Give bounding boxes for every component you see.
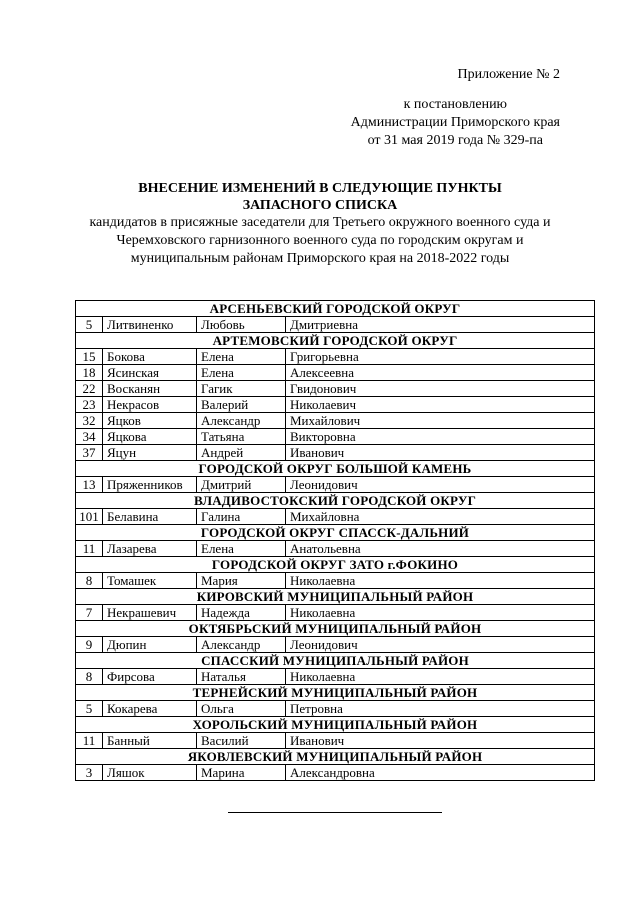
patronymic-cell: Анатольевна	[286, 541, 595, 557]
given-name-cell: Елена	[197, 365, 286, 381]
table-row	[76, 397, 595, 413]
heading-title-line1: ВНЕСЕНИЕ ИЗМЕНЕНИЙ В СЛЕДУЮЩИЕ ПУНКТЫ	[138, 181, 502, 196]
given-name-cell: Александр	[197, 637, 286, 653]
table-row	[76, 317, 595, 333]
table-row	[76, 509, 595, 525]
surname-cell: Фирсова	[103, 669, 197, 685]
given-name-cell: Александр	[197, 413, 286, 429]
section-header-row	[76, 653, 595, 669]
reserve-list-table	[75, 300, 595, 781]
patronymic-cell: Николаевна	[286, 605, 595, 621]
patronymic-cell: Михайловна	[286, 509, 595, 525]
given-name-cell: Надежда	[197, 605, 286, 621]
surname-cell: Томашек	[103, 573, 197, 589]
table-row	[76, 605, 595, 621]
appendix-block	[351, 66, 560, 150]
surname-cell: Ясинская	[103, 365, 197, 381]
section-title: ЯКОВЛЕВСКИЙ МУНИЦИПАЛЬНЫЙ РАЙОН	[76, 749, 595, 765]
patronymic-cell: Викторовна	[286, 429, 595, 445]
given-name-cell: Наталья	[197, 669, 286, 685]
section-title: КИРОВСКИЙ МУНИЦИПАЛЬНЫЙ РАЙОН	[76, 589, 595, 605]
section-header-row	[76, 589, 595, 605]
table-row	[76, 365, 595, 381]
table-row	[76, 413, 595, 429]
patronymic-cell: Дмитриевна	[286, 317, 595, 333]
row-number-cell: 11	[76, 733, 103, 749]
given-name-cell: Марина	[197, 765, 286, 781]
patronymic-cell: Гвидонович	[286, 381, 595, 397]
row-number-cell: 8	[76, 669, 103, 685]
table-row	[76, 669, 595, 685]
row-number-cell: 9	[76, 637, 103, 653]
section-header-row	[76, 685, 595, 701]
row-number-cell: 18	[76, 365, 103, 381]
section-title: ТЕРНЕЙСКИЙ МУНИЦИПАЛЬНЫЙ РАЙОН	[76, 685, 595, 701]
row-number-cell: 13	[76, 477, 103, 493]
section-title: ХОРОЛЬСКИЙ МУНИЦИПАЛЬНЫЙ РАЙОН	[76, 717, 595, 733]
surname-cell: Яцкова	[103, 429, 197, 445]
given-name-cell: Валерий	[197, 397, 286, 413]
appendix-line-decree: к постановлению	[403, 97, 508, 112]
surname-cell: Литвиненко	[103, 317, 197, 333]
row-number-cell: 15	[76, 349, 103, 365]
given-name-cell: Любовь	[197, 317, 286, 333]
row-number-cell: 22	[76, 381, 103, 397]
row-number-cell: 8	[76, 573, 103, 589]
appendix-line-date: от 31 мая 2019 года № 329-па	[367, 133, 543, 148]
table-row	[76, 381, 595, 397]
surname-cell: Бокова	[103, 349, 197, 365]
table-row	[76, 765, 595, 781]
patronymic-cell: Михайлович	[286, 413, 595, 429]
reserve-list-body	[76, 301, 595, 781]
surname-cell: Лазарева	[103, 541, 197, 557]
row-number-cell: 5	[76, 701, 103, 717]
heading-subtitle-line2: Черемховского гарнизонного военного суда по городским округам и	[116, 233, 524, 248]
surname-cell: Яцун	[103, 445, 197, 461]
appendix-title: Приложение № 2	[457, 67, 560, 82]
appendix-line-administration: Администрации Приморского края	[350, 115, 560, 130]
section-header-row	[76, 717, 595, 733]
row-number-cell: 3	[76, 765, 103, 781]
row-number-cell: 11	[76, 541, 103, 557]
row-number-cell: 23	[76, 397, 103, 413]
patronymic-cell: Иванович	[286, 445, 595, 461]
table-row	[76, 477, 595, 493]
table-row	[76, 701, 595, 717]
section-title: ВЛАДИВОСТОКСКИЙ ГОРОДСКОЙ ОКРУГ	[76, 493, 595, 509]
heading-subtitle-line3: муниципальным районам Приморского края на 2018-2022 годы	[130, 251, 510, 266]
section-header-row	[76, 525, 595, 541]
given-name-cell: Андрей	[197, 445, 286, 461]
given-name-cell: Василий	[197, 733, 286, 749]
given-name-cell: Елена	[197, 541, 286, 557]
table-row	[76, 429, 595, 445]
section-header-row	[76, 333, 595, 349]
table-row	[76, 733, 595, 749]
patronymic-cell: Николаевич	[286, 397, 595, 413]
table-row	[76, 637, 595, 653]
document-heading	[60, 180, 580, 268]
patronymic-cell: Иванович	[286, 733, 595, 749]
given-name-cell: Ольга	[197, 701, 286, 717]
row-number-cell: 7	[76, 605, 103, 621]
surname-cell: Ляшок	[103, 765, 197, 781]
patronymic-cell: Петровна	[286, 701, 595, 717]
heading-subtitle-line1: кандидатов в присяжные заседатели для Третьего окружного военного суда и	[89, 215, 551, 230]
row-number-cell: 5	[76, 317, 103, 333]
patronymic-cell: Алексеевна	[286, 365, 595, 381]
table-row	[76, 445, 595, 461]
surname-cell: Белавина	[103, 509, 197, 525]
section-header-row	[76, 301, 595, 317]
section-header-row	[76, 621, 595, 637]
given-name-cell: Елена	[197, 349, 286, 365]
surname-cell: Некрашевич	[103, 605, 197, 621]
patronymic-cell: Александровна	[286, 765, 595, 781]
section-title: ОКТЯБРЬСКИЙ МУНИЦИПАЛЬНЫЙ РАЙОН	[76, 621, 595, 637]
patronymic-cell: Леонидович	[286, 637, 595, 653]
end-separator-line	[228, 812, 442, 813]
patronymic-cell: Леонидович	[286, 477, 595, 493]
surname-cell: Яцков	[103, 413, 197, 429]
surname-cell: Кокарева	[103, 701, 197, 717]
patronymic-cell: Николаевна	[286, 573, 595, 589]
given-name-cell: Галина	[197, 509, 286, 525]
table-row	[76, 573, 595, 589]
surname-cell: Пряженников	[103, 477, 197, 493]
section-header-row	[76, 749, 595, 765]
surname-cell: Дюпин	[103, 637, 197, 653]
row-number-cell: 34	[76, 429, 103, 445]
table-row	[76, 541, 595, 557]
section-header-row	[76, 493, 595, 509]
given-name-cell: Гагик	[197, 381, 286, 397]
surname-cell: Восканян	[103, 381, 197, 397]
section-header-row	[76, 557, 595, 573]
heading-title-line2: ЗАПАСНОГО СПИСКА	[242, 198, 398, 213]
section-title: ГОРОДСКОЙ ОКРУГ БОЛЬШОЙ КАМЕНЬ	[76, 461, 595, 477]
row-number-cell: 32	[76, 413, 103, 429]
section-title: СПАССКИЙ МУНИЦИПАЛЬНЫЙ РАЙОН	[76, 653, 595, 669]
row-number-cell: 37	[76, 445, 103, 461]
patronymic-cell: Николаевна	[286, 669, 595, 685]
given-name-cell: Мария	[197, 573, 286, 589]
surname-cell: Банный	[103, 733, 197, 749]
appendix-gap	[351, 84, 560, 96]
section-title: ГОРОДСКОЙ ОКРУГ ЗАТО г.ФОКИНО	[76, 557, 595, 573]
given-name-cell: Татьяна	[197, 429, 286, 445]
section-title: АРСЕНЬЕВСКИЙ ГОРОДСКОЙ ОКРУГ	[76, 301, 595, 317]
section-header-row	[76, 461, 595, 477]
section-title: АРТЕМОВСКИЙ ГОРОДСКОЙ ОКРУГ	[76, 333, 595, 349]
table-row	[76, 349, 595, 365]
given-name-cell: Дмитрий	[197, 477, 286, 493]
surname-cell: Некрасов	[103, 397, 197, 413]
section-title: ГОРОДСКОЙ ОКРУГ СПАССК-ДАЛЬНИЙ	[76, 525, 595, 541]
patronymic-cell: Григорьевна	[286, 349, 595, 365]
row-number-cell: 101	[76, 509, 103, 525]
